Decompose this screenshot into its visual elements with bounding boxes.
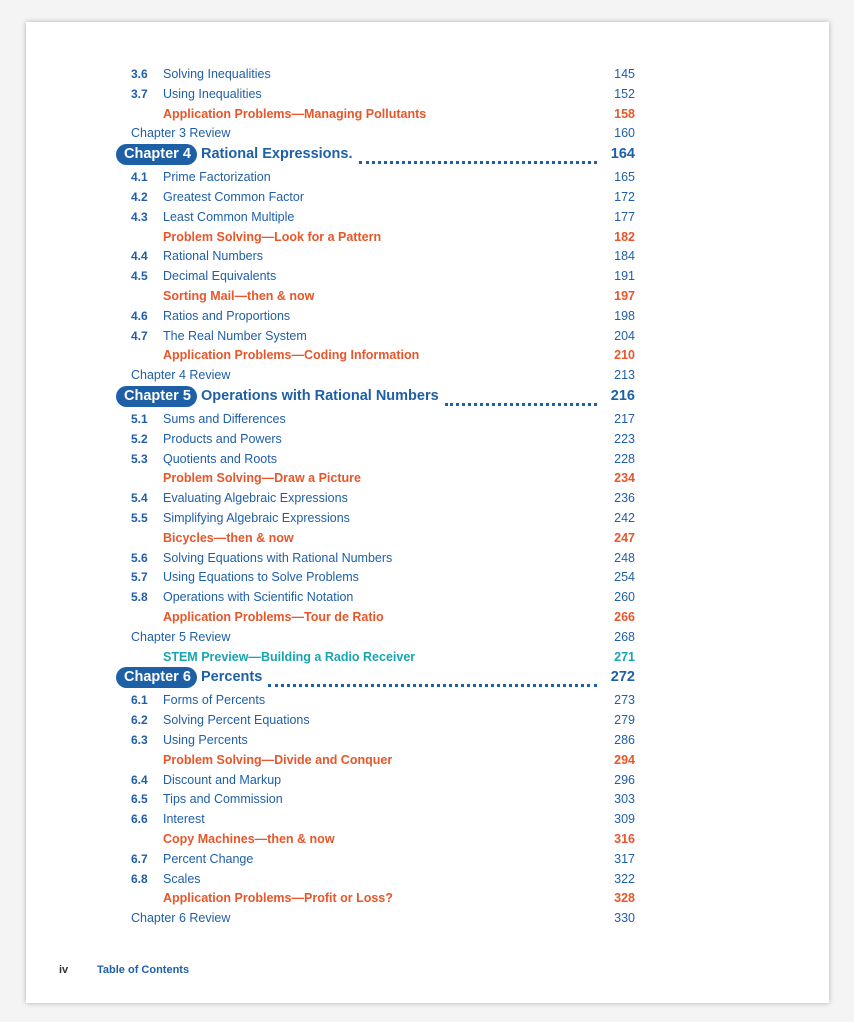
toc-section-entry[interactable] [26,770,829,790]
entry-title: Sums and Differences [163,412,286,426]
chapter-page-number: 164 [610,146,635,163]
entry-page-number: 145 [614,67,635,81]
toc-section-entry[interactable] [26,326,829,346]
entry-page-number: 213 [614,368,635,383]
footer-page-number: iv [59,964,69,976]
entry-page-number: 309 [614,812,635,827]
toc-feature-entry[interactable] [26,607,829,627]
entry-page-number: 273 [614,693,635,708]
entry-page-number: 316 [614,832,635,846]
entry-title: Using Equations to Solve Problems [163,570,359,585]
entry-title: Problem Solving—Look for a Pattern [163,229,382,244]
entry-title: Using Percents [163,733,248,747]
entry-title: Prime Factorization [163,170,271,185]
dot-leader [445,387,597,406]
entry-title: Sorting Mail—then & now [163,289,315,303]
entry-title: Ratios and Proportions [163,308,291,323]
entry-page-number: 286 [614,733,635,747]
entry-page-number: 204 [614,328,635,343]
toc-review-entry[interactable] [26,627,829,647]
toc-section-entry[interactable] [26,84,829,104]
footer-label: Table of Contents [97,964,190,976]
entry-page-number: 247 [614,530,635,545]
section-number: 6.4 [131,772,148,787]
toc-section-entry[interactable] [26,207,829,227]
toc-feature-entry[interactable] [26,528,829,548]
section-number: 6.5 [131,792,148,807]
toc-section-entry[interactable] [26,869,829,889]
entry-title: Percent Change [163,851,254,866]
section-number: 4.1 [131,170,148,185]
entry-title: Simplifying Algebraic Expressions [163,511,350,525]
entry-page-number: 317 [614,851,635,866]
entry-page-number: 254 [614,570,635,585]
toc-feature-entry[interactable] [26,888,829,908]
entry-page-number: 328 [614,891,635,906]
entry-title: Interest [163,812,205,827]
toc-feature-entry[interactable] [26,468,829,488]
chapter-heading[interactable] [26,144,829,166]
section-number: 4.2 [131,190,148,204]
toc-section-entry[interactable] [26,187,829,207]
section-number: 4.3 [131,209,148,224]
table-of-contents [26,22,829,1003]
toc-section-entry[interactable] [26,849,829,869]
entry-page-number: 182 [614,229,635,244]
entry-page-number: 279 [614,713,635,728]
toc-section-entry[interactable] [26,710,829,730]
entry-page-number: 223 [614,431,635,446]
section-number: 6.6 [131,812,148,827]
entry-page-number: 160 [614,126,635,141]
toc-section-entry[interactable] [26,306,829,326]
section-number: 4.7 [131,328,148,343]
section-number: 4.6 [131,308,148,323]
toc-section-entry[interactable] [26,548,829,568]
entry-title: Using Inequalities [163,86,262,101]
entry-page-number: 322 [614,871,635,886]
section-number: 3.7 [131,86,148,101]
book-page [26,22,829,1003]
section-number: 5.6 [131,550,148,565]
entry-title: The Real Number System [163,328,307,343]
chapter-title: Rational Expressions. [201,146,357,162]
dot-leader [268,668,597,687]
entry-page-number: 152 [614,86,635,101]
section-number: 5.2 [131,431,148,446]
entry-page-number: 210 [614,348,635,363]
section-number: 5.7 [131,570,148,585]
toc-section-entry[interactable] [26,246,829,266]
section-number: 6.1 [131,693,148,708]
entry-title: Bicycles—then & now [163,530,294,545]
toc-review-entry[interactable] [26,908,829,928]
entry-title: Problem Solving—Divide and Conquer [163,752,393,767]
toc-section-entry[interactable] [26,508,829,528]
entry-page-number: 158 [614,106,635,121]
chapter-title: Percents [201,669,266,685]
entry-page-number: 177 [614,209,635,224]
entry-title: Forms of Percents [163,693,266,708]
toc-section-entry[interactable] [26,730,829,750]
toc-section-entry[interactable] [26,409,829,429]
entry-title: Scales [163,871,201,886]
entry-title: Tips and Commission [163,792,283,807]
entry-page-number: 228 [614,451,635,466]
section-number: 5.4 [131,491,148,506]
entry-title: Solving Equations with Rational Numbers [163,550,393,565]
entry-title: Quotients and Roots [163,451,277,466]
toc-feature-entry[interactable] [26,286,829,306]
entry-title: Problem Solving—Draw a Picture [163,471,361,486]
entry-title: Greatest Common Factor [163,190,305,204]
entry-title: Chapter 3 Review [131,126,231,141]
entry-page-number: 236 [614,491,635,506]
section-number: 6.7 [131,851,148,866]
entry-page-number: 165 [614,170,635,185]
entry-title: STEM Preview—Building a Radio Receiver [163,649,416,664]
entry-title: Discount and Markup [163,772,282,787]
toc-section-entry[interactable] [26,429,829,449]
entry-title: Application Problems—Coding Information [163,348,420,363]
section-number: 4.4 [131,249,148,264]
entry-page-number: 248 [614,550,635,565]
toc-section-entry[interactable] [26,266,829,286]
entry-title: Copy Machines—then & now [163,832,335,846]
entry-page-number: 271 [614,649,635,664]
chapter-page-number: 272 [610,669,635,686]
section-number: 5.5 [131,511,148,525]
chapter-title: Operations with Rational Numbers [201,388,443,404]
toc-review-entry[interactable] [26,365,829,385]
toc-section-entry[interactable] [26,690,829,710]
chapter-badge: Chapter 5 [116,386,197,407]
toc-feature-entry[interactable] [26,750,829,770]
entry-page-number: 198 [614,308,635,323]
dot-leader [359,145,597,164]
entry-title: Rational Numbers [163,249,264,264]
entry-title: Application Problems—Profit or Loss? [163,891,393,906]
entry-page-number: 330 [614,911,635,926]
entry-page-number: 197 [614,289,635,303]
entry-page-number: 217 [614,412,635,426]
entry-page-number: 191 [614,269,635,284]
section-number: 6.3 [131,733,148,747]
toc-section-entry[interactable] [26,488,829,508]
toc-feature-entry[interactable] [26,345,829,365]
toc-section-entry[interactable] [26,809,829,829]
chapter-heading[interactable] [26,386,829,408]
entry-page-number: 268 [614,629,635,644]
entry-title: Chapter 5 Review [131,629,231,644]
toc-section-entry[interactable] [26,587,829,607]
entry-page-number: 184 [614,249,635,264]
entry-page-number: 234 [614,471,635,486]
entry-title: Solving Inequalities [163,67,271,81]
entry-title: Products and Powers [163,431,282,446]
section-number: 5.8 [131,590,148,605]
entry-title: Solving Percent Equations [163,713,310,728]
entry-page-number: 266 [614,610,635,624]
entry-page-number: 242 [614,511,635,525]
toc-section-entry[interactable] [26,167,829,187]
section-number: 6.2 [131,713,148,728]
toc-section-entry[interactable] [26,64,829,84]
toc-review-entry[interactable] [26,123,829,143]
entry-page-number: 294 [614,752,635,767]
entry-page-number: 172 [614,190,635,204]
section-number: 4.5 [131,269,148,284]
toc-feature-entry[interactable] [26,104,829,124]
entry-title: Operations with Scientific Notation [163,590,354,605]
entry-page-number: 260 [614,590,635,605]
entry-title: Chapter 4 Review [131,368,231,383]
entry-title: Evaluating Algebraic Expressions [163,491,348,506]
toc-section-entry[interactable] [26,789,829,809]
entry-title: Application Problems—Tour de Ratio [163,610,384,624]
toc-feature-entry[interactable] [26,829,829,849]
chapter-badge: Chapter 6 [116,667,197,688]
entry-page-number: 303 [614,792,635,807]
section-number: 3.6 [131,67,148,81]
toc-feature-entry[interactable] [26,227,829,247]
entry-title: Least Common Multiple [163,209,295,224]
chapter-page-number: 216 [610,388,635,404]
section-number: 6.8 [131,871,148,886]
chapter-badge: Chapter 4 [116,144,197,165]
entry-page-number: 296 [614,772,635,787]
section-number: 5.1 [131,412,148,426]
chapter-heading[interactable] [26,667,829,689]
entry-title: Application Problems—Managing Pollutants [163,106,427,121]
entry-title: Chapter 6 Review [131,911,231,926]
toc-section-entry[interactable] [26,449,829,469]
toc-section-entry[interactable] [26,567,829,587]
section-number: 5.3 [131,451,148,466]
toc-stem-entry[interactable] [26,647,829,667]
entry-title: Decimal Equivalents [163,269,277,284]
